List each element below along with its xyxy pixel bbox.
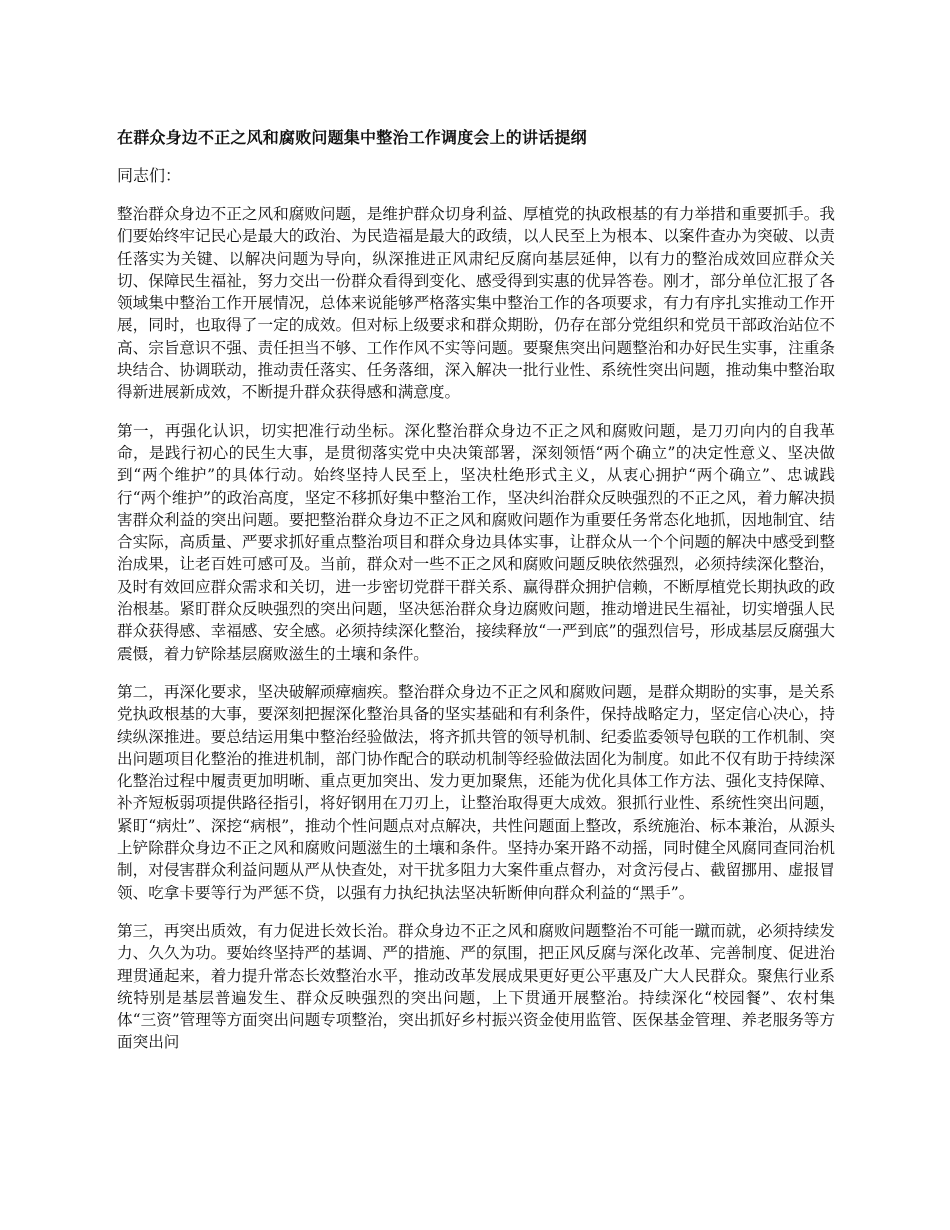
paragraph-first: 第一，再强化认识，切实把准行动坐标。深化整治群众身边不正之风和腐败问题，是刀刃向内的自我革命，是践行初心的民生大事，是贯彻落实党中央决策部署，深刻领悟“两个确立”的决定性意义、坚决做到“两个维护”的具体行动。始终坚持人民至上，坚决杜绝形式主义，从衷心拥护“两个确立”、忠诚践行“两个维护”的政治高度，坚定不移抓好集中整治工作，坚决纠治群众反映强烈的不正之风，着力解决损害群众利益的突出问题。要把整治群众身边不正之风和腐败问题作为重要任务常态化地抓，因地制宜、结合实际，高质量、严要求抓好重点整治项目和群众身边具体实事，让群众从一个个问题的解决中感受到整治成果，让老百姓可感可及。当前，群众对一些不正之风和腐败问题反映依然强烈，必须持续深化整治，及时有效回应群众需求和关切，进一步密切党群干群关系、赢得群众拥护信赖，不断厚植党长期执政的政治根基。紧盯群众反映强烈的突出问题，坚决惩治群众身边腐败问题，推动增进民生福祉，切实增强人民群众获得感、幸福感、安全感。必须持续深化整治，接续释放“一严到底”的强烈信号，形成基层反腐强大震慑，着力铲除基层腐败滋生的土壤和条件。 [117, 421, 835, 663]
salutation: 同志们： [117, 166, 182, 185]
paragraph-second: 第二，再深化要求，坚决破解顽瘴痼疾。整治群众身边不正之风和腐败问题，是群众期盼的实事，是关系党执政根基的大事，要深刻把握深化整治具备的坚实基础和有利条件，保持战略定力，坚定信心决心，持续纵深推进。要总结运用集中整治经验做法，将齐抓共管的领导机制、纪委监委领导包联的工作机制、突出问题项目化整治的推进机制，部门协作配合的联动机制等经验做法固化为制度。如此不仅有助于持续深化整治过程中履责更加明晰、重点更加突出、发力更加聚焦，还能为优化具体工作方法、强化支持保障、补齐短板弱项提供路径指引，将好钢用在刀刃上，让整治取得更大成效。狠抓行业性、系统性突出问题，紧盯“病灶”、深挖“病根”，推动个性问题点对点解决，共性问题面上整改，系统施治、标本兼治，从源头上铲除群众身边不正之风和腐败问题滋生的土壤和条件。坚持办案开路不动摇，同时健全风腐同查同治机制，对侵害群众利益问题从严从快查处，对干扰多阻力大案件重点督办，对贪污侵占、截留挪用、虚报冒领、吃拿卡要等行为严惩不贷，以强有力执纪执法坚决斩断伸向群众利益的“黑手”。 [117, 682, 836, 902]
document-page [117, 127, 835, 1070]
paragraph-intro: 整治群众身边不正之风和腐败问题，是维护群众切身利益、厚植党的执政根基的有力举措和重要抓手。我们要始终牢记民心是最大的政治、为民造福是最大的政绩，以人民至上为根本、以案件查办为突破、以责任落实为关键、以解决问题为导向，纵深推进正风肃纪反腐向基层延伸，以有力的整治成效回应群众关切、保障民生福祉，努力交出一份群众看得到变化、感受得到实惠的优异答卷。刚才，部分单位汇报了各领域集中整治工作开展情况，总体来说能够严格落实集中整治工作的各项要求，有力有序扎实推动工作开展，同时，也取得了一定的成效。但对标上级要求和群众期盼，仍存在部分党组织和党员干部政治站位不高、宗旨意识不强、责任担当不够、工作作风不实等问题。要聚焦突出问题整治和办好民生实事，注重条块结合、协调联动，推动责任落实、任务落细，深入解决一批行业性、系统性突出问题，推动集中整治取得新进展新成效，不断提升群众获得感和满意度。 [117, 205, 835, 402]
document-title: 在群众身边不正之风和腐败问题集中整治工作调度会上的讲话提纲 [117, 128, 587, 147]
paragraph-third: 第三，再突出质效，有力促进长效长治。群众身边不正之风和腐败问题整治不可能一蹴而就，必须持续发力、久久为功。要始终坚持严的基调、严的措施、严的氛围，把正风反腐与深化改革、完善制度、促进治理贯通起来，着力提升常态长效整治水平，推动改革发展成果更好更公平惠及广大人民群众。聚焦行业系统特别是基层普遍发生、群众反映强烈的突出问题，上下贯通开展整治。持续深化“校园餐”、农村集体“三资”管理等方面突出问题专项整治，突出抓好乡村振兴资金使用监管、医保基金管理、养老服务等方面突出问 [117, 921, 835, 1052]
